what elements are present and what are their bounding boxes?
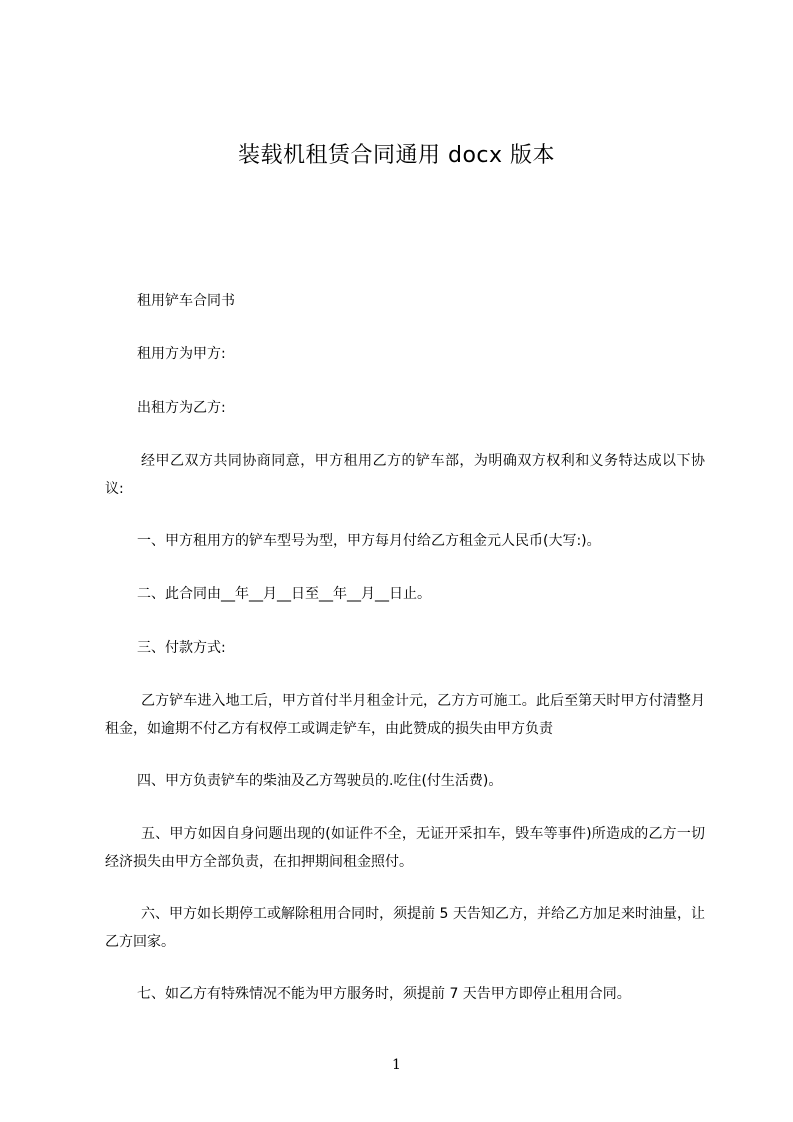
paragraph-payment-details: 乙方铲车进入地工后，甲方首付半月租金计元，乙方方可施工。此后至第天时甲方付清整月租金，如逾期不付乙方有权停工或调走铲车，由此赞成的损失由甲方负责 xyxy=(105,693,705,737)
paragraph-contract-heading: 租用铲车合同书 xyxy=(137,293,235,309)
paragraph-clause-2: 二、此合同由__年__月__日至__年__月__日止。 xyxy=(137,586,431,602)
paragraph-clause-3: 三、付款方式: xyxy=(137,640,226,656)
paragraph-lessee: 租用方为甲方: xyxy=(137,346,226,362)
paragraph-lessor: 出租方为乙方: xyxy=(137,400,226,416)
paragraph-clause-6: 六、甲方如长期停工或解除租用合同时，须提前 5 天告知乙方，并给乙方加足来时油量，让乙方回家。 xyxy=(105,906,705,950)
document-title: 装载机租赁合同通用 docx 版本 xyxy=(237,143,556,168)
paragraph-clause-5: 五、甲方如因自身问题出现的(如证件不全，无证开采扣车，毁车等事件)所造成的乙方一切经济损失由甲方全部负责，在扣押期间租金照付。 xyxy=(105,826,705,870)
paragraph-clause-1: 一、甲方租用方的铲车型号为型，甲方每月付给乙方租金元人民币(大写:)。 xyxy=(137,533,601,549)
page-number: 1 xyxy=(392,1057,401,1073)
paragraph-agreement-intro: 经甲乙双方共同协商同意，甲方租用乙方的铲车部，为明确双方权利和义务特达成以下协议: xyxy=(105,453,705,497)
paragraph-clause-7: 七、如乙方有特殊情况不能为甲方服务时，须提前 7 天告甲方即停止租用合同。 xyxy=(137,986,631,1002)
paragraph-clause-4: 四、甲方负责铲车的柴油及乙方驾驶员的.吃住(付生活费)。 xyxy=(137,773,503,789)
